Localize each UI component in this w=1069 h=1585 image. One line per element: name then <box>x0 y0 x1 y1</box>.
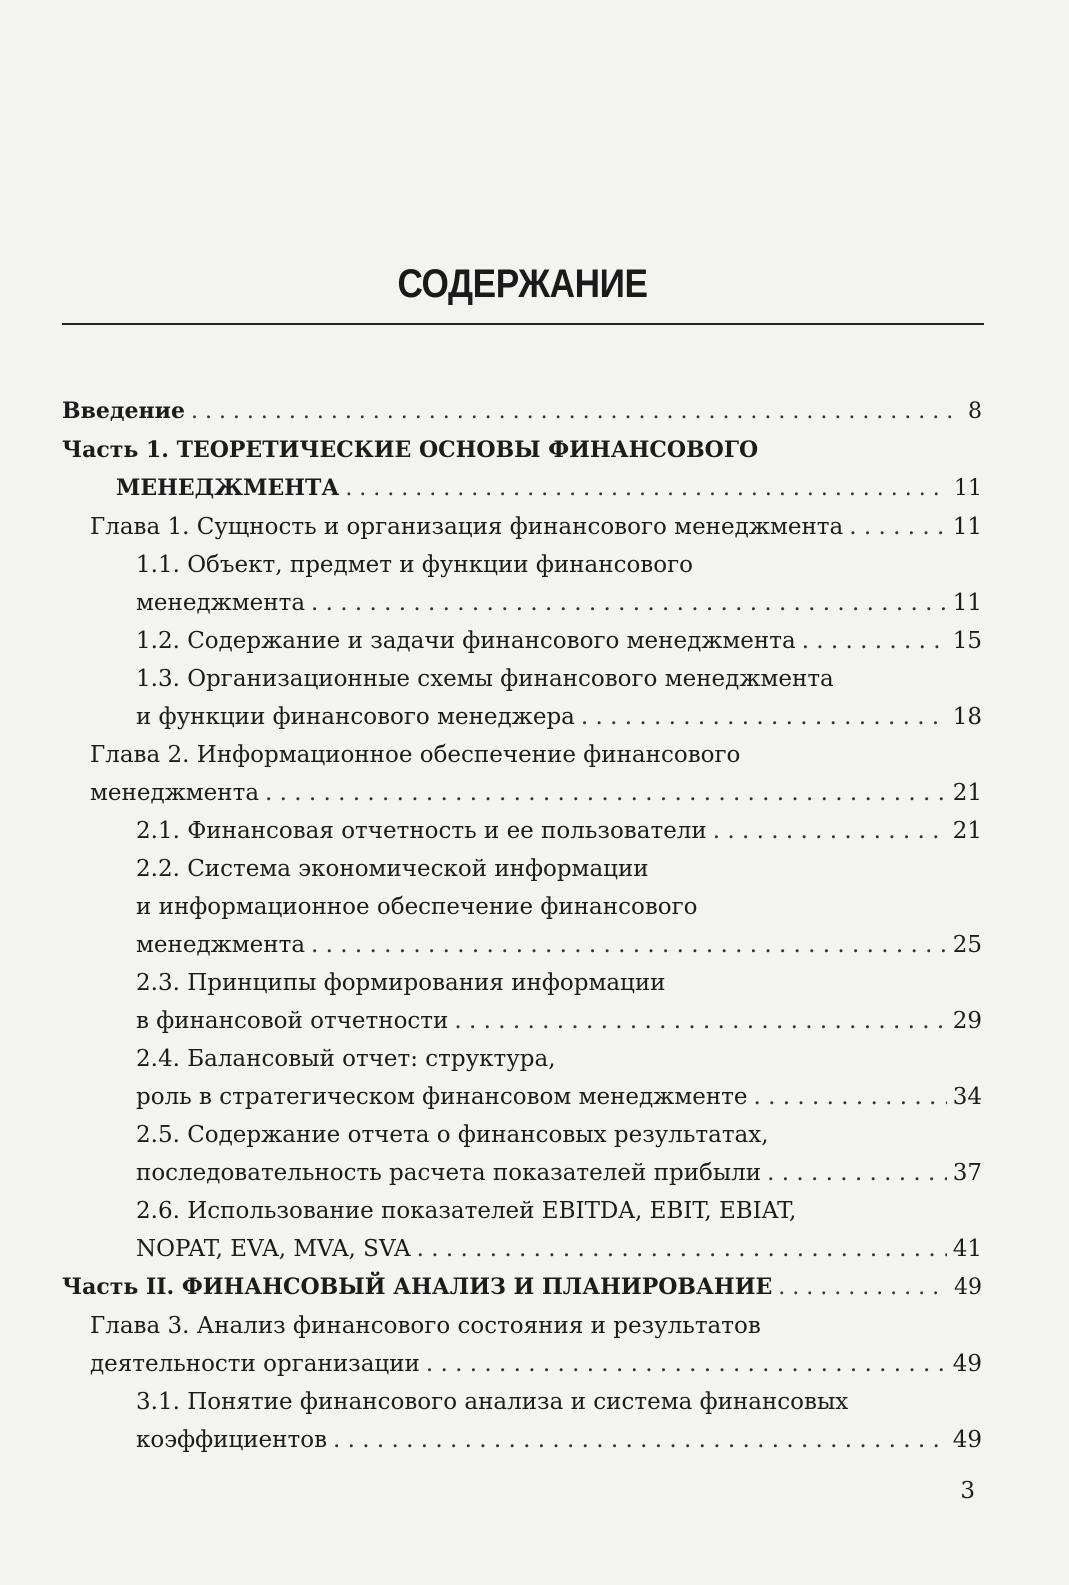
toc-entry-title-line: и информационное обеспечение финансового <box>136 894 698 920</box>
dot-leader <box>345 470 948 508</box>
table-of-contents <box>62 392 982 1459</box>
toc-entry-title-line: NOPAT, EVA, MVA, SVA <box>136 1236 411 1262</box>
toc-page-number: 25 <box>952 932 982 958</box>
dot-leader <box>767 1154 947 1192</box>
dot-leader <box>333 1421 947 1459</box>
toc-entry-title-line: 1.3. Организационные схемы финансового менеджмента <box>136 666 834 692</box>
dot-leader <box>778 1269 948 1307</box>
dot-leader <box>426 1345 947 1383</box>
toc-entry-part <box>62 1268 982 1307</box>
toc-page-number: 18 <box>952 704 982 730</box>
toc-entry-section <box>62 660 982 736</box>
toc-page-number: 41 <box>952 1236 982 1262</box>
toc-entry-title-line: Глава 1. Сущность и организация финансового менеджмента <box>90 514 844 540</box>
toc-entry-title-line: коэффициентов <box>136 1427 328 1453</box>
toc-page-number: 11 <box>954 476 982 501</box>
page-number: 3 <box>960 1478 975 1504</box>
toc-entry-chapter <box>62 736 982 812</box>
toc-entry-title-line: 2.4. Балансовый отчет: структура, <box>136 1046 556 1072</box>
toc-entry-title-line: 3.1. Понятие финансового анализа и система финансовых <box>136 1389 849 1415</box>
toc-entry-title-line: 1.2. Содержание и задачи финансового менеджмента <box>136 628 796 654</box>
toc-entry-title-line: Глава 2. Информационное обеспечение финансового <box>90 742 741 768</box>
dot-leader <box>454 1002 946 1040</box>
toc-entry-title-line: менеджмента <box>136 590 306 616</box>
toc-entry-chapter <box>62 1307 982 1383</box>
toc-entry-title-line: менеджмента <box>90 780 260 806</box>
toc-entry-title-line: Часть II. ФИНАНСОВЫЙ АНАЛИЗ И ПЛАНИРОВАНИЕ <box>62 1274 773 1300</box>
toc-entry-section <box>62 546 982 622</box>
dot-leader <box>802 622 947 660</box>
toc-entry-part <box>62 431 982 508</box>
page-title: СОДЕРЖАНИЕ <box>397 262 648 306</box>
toc-entry-section <box>62 1116 982 1192</box>
dot-leader <box>191 393 962 431</box>
toc-entry-title-line: 2.1. Финансовая отчетность и ее пользователи <box>136 818 707 844</box>
dot-leader <box>417 1230 947 1268</box>
toc-entry-title-line: 2.5. Содержание отчета о финансовых результатах, <box>136 1122 769 1148</box>
toc-page-number: 11 <box>952 514 982 540</box>
toc-page-number: 49 <box>952 1427 982 1453</box>
toc-page-number: 37 <box>952 1160 982 1186</box>
toc-entry-title-line: и функции финансового менеджера <box>136 704 575 730</box>
toc-page-number: 15 <box>952 628 982 654</box>
dot-leader <box>849 508 947 546</box>
dot-leader <box>265 774 947 812</box>
toc-page-number: 49 <box>952 1351 982 1377</box>
toc-entry-title-line: 1.1. Объект, предмет и функции финансового <box>136 552 693 578</box>
toc-entry-title-line: МЕНЕДЖМЕНТА <box>116 475 340 501</box>
toc-page-number: 29 <box>952 1008 982 1034</box>
toc-entry-title-line: 2.3. Принципы формирования информации <box>136 970 666 996</box>
toc-entry-title-line: Глава 3. Анализ финансового состояния и результатов <box>90 1313 761 1339</box>
dot-leader <box>713 812 947 850</box>
toc-entry-title-line: деятельности организации <box>90 1351 420 1377</box>
toc-entry-section <box>62 964 982 1040</box>
toc-entry-chapter <box>62 508 982 546</box>
toc-entry-section <box>62 1383 982 1459</box>
toc-entry-title-line: 2.6. Использование показателей EBITDA, EBIT, EBIAT, <box>136 1198 797 1224</box>
toc-page-number: 11 <box>952 590 982 616</box>
toc-entry-title-line: роль в стратегическом финансовом менеджменте <box>136 1084 748 1110</box>
toc-entry-section <box>62 1040 982 1116</box>
toc-entry-section <box>62 1192 982 1268</box>
toc-entry-title-line: 2.2. Система экономической информации <box>136 856 649 882</box>
toc-page-number: 34 <box>952 1084 982 1110</box>
toc-entry-section <box>62 812 982 850</box>
toc-entry-section <box>62 850 982 964</box>
dot-leader <box>311 926 947 964</box>
toc-page-number: 21 <box>952 780 982 806</box>
toc-entry-title-line: в финансовой отчетности <box>136 1008 449 1034</box>
toc-entry-section <box>62 622 982 660</box>
dot-leader <box>581 698 947 736</box>
toc-entry-title-line: Часть 1. ТЕОРЕТИЧЕСКИЕ ОСНОВЫ ФИНАНСОВОГО <box>62 437 759 463</box>
toc-page-number: 8 <box>968 399 982 424</box>
dot-leader <box>754 1078 947 1116</box>
toc-entry-title-line: менеджмента <box>136 932 306 958</box>
toc-entry-part <box>62 392 982 431</box>
toc-page-number: 21 <box>952 818 982 844</box>
toc-page-number: 49 <box>954 1275 982 1300</box>
toc-entry-title-line: последовательность расчета показателей прибыли <box>136 1160 762 1186</box>
toc-entry-title-line: Введение <box>62 398 185 424</box>
dot-leader <box>311 584 947 622</box>
title-rule <box>62 323 984 325</box>
